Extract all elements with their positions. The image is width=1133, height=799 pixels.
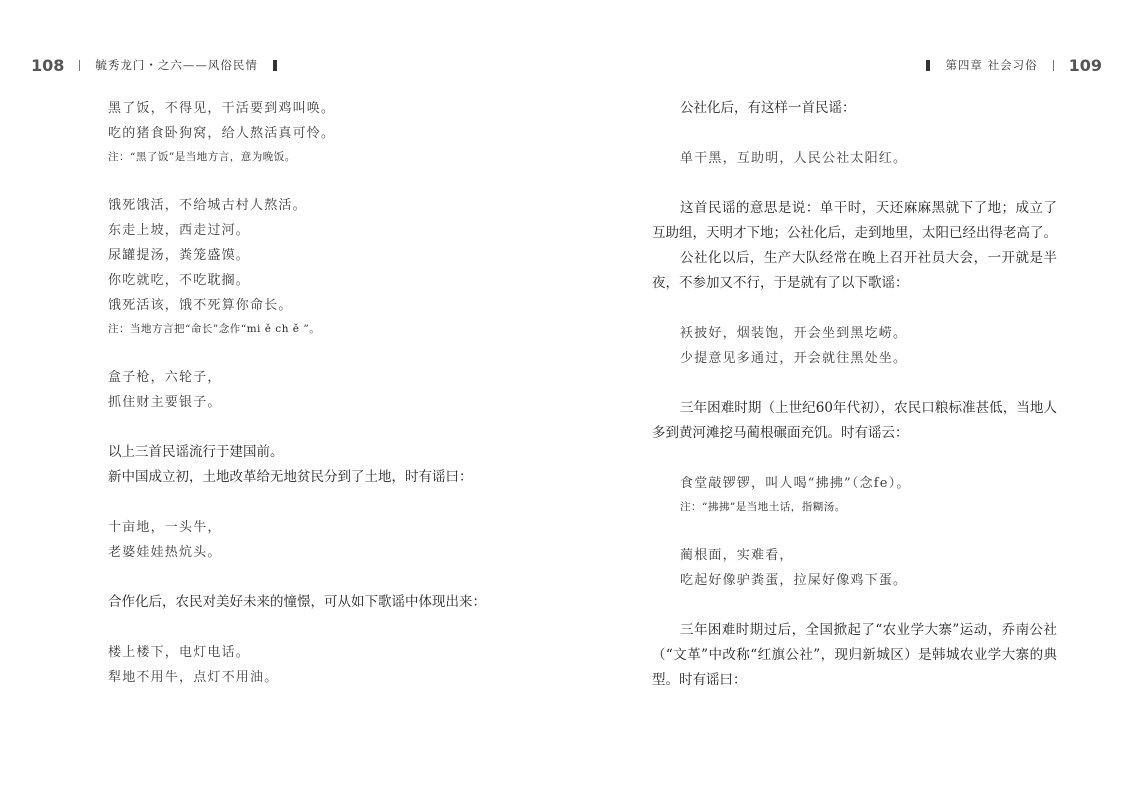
body-paragraph: 公社化以后，生产大队经常在晚上召开社员大会，一开就是半夜，不参加又不行，于是就有了以下歌谣： — [652, 250, 1057, 291]
spacer — [652, 518, 1057, 543]
folk-rhyme — [652, 146, 1057, 171]
chapter-title: 第四章 社会习俗 — [945, 58, 1038, 72]
body-paragraph: 以上三首民谣流行于建国前。 — [108, 444, 284, 460]
folk-rhyme — [652, 543, 1057, 593]
folk-rhyme — [652, 321, 1057, 371]
spacer — [80, 615, 492, 640]
folk-rhyme — [80, 365, 492, 415]
spacer — [80, 168, 492, 193]
folk-rhyme — [80, 96, 492, 146]
verse-line: 饿死饿活，不给城古村人熬活。 — [108, 198, 307, 213]
body-paragraph: 这首民谣的意思是说：单干时，天还麻麻黑就下了地；成立了互助组，天明才下地；公社化后，走到地里，太阳已经出得老高了。 — [652, 200, 1057, 241]
left-running-header — [31, 52, 277, 78]
annotation-note: 注：“拂拂”是当地土话，指糊汤。 — [680, 501, 846, 513]
verse-line: 吃的猪食卧狗窝，给人熬活真可怜。 — [108, 126, 336, 141]
verse-line: 少提意见多通过，开会就往黑处坐。 — [680, 351, 908, 366]
right-page-number: 109 — [1068, 55, 1102, 75]
right-page-body — [652, 96, 1057, 693]
header-separator — [79, 60, 80, 71]
verse-line: 你吃就吃，不吃耽搁。 — [108, 273, 251, 288]
left-page-body — [80, 96, 492, 690]
left-page-number: 108 — [31, 55, 65, 75]
body-paragraph: 公社化后，有这样一首民谣： — [680, 100, 856, 116]
spacer — [80, 565, 492, 590]
annotation-note: 注：“黑了饭”是当地方言，意为晚饭。 — [108, 151, 296, 163]
spacer — [80, 490, 492, 515]
right-running-header — [926, 52, 1102, 78]
verse-line: 十亩地，一头牛， — [108, 520, 222, 535]
spacer — [652, 371, 1057, 396]
verse-line: 吃起好像驴粪蛋，拉屎好像鸡下蛋。 — [680, 573, 908, 588]
verse-line: 盒子枪，六轮子， — [108, 370, 222, 385]
verse-line: 抓住财主要银子。 — [108, 395, 222, 410]
header-bar-mark — [273, 60, 277, 71]
folk-rhyme — [80, 515, 492, 565]
header-separator — [1053, 60, 1054, 71]
verse-line: 尿罐提汤，粪笼盛馍。 — [108, 248, 251, 263]
spacer — [80, 415, 492, 440]
verse-line: 老婆娃娃热炕头。 — [108, 545, 222, 560]
verse-line: 单干黑，互助明，人民公社太阳红。 — [680, 151, 908, 166]
book-title: 毓秀龙门・之六——风俗民情 — [95, 58, 258, 72]
spacer — [652, 171, 1057, 196]
verse-line: 黑了饭，不得见，干活要到鸡叫唤。 — [108, 101, 336, 116]
annotation-note: 注：当地方言把“命长”念作“mi ě ch ě ”。 — [108, 323, 321, 335]
spacer — [652, 121, 1057, 146]
spacer — [652, 296, 1057, 321]
folk-rhyme — [80, 193, 492, 318]
verse-line: 蔺根面，实难看， — [680, 548, 794, 563]
body-paragraph: 三年困难时期（上世纪60年代初），农民口粮标准甚低，当地人多到黄河滩挖马蔺根碾面充饥。时有谣云： — [652, 400, 1057, 441]
spacer — [652, 446, 1057, 471]
verse-line: 东走上坡，西走过河。 — [108, 223, 251, 238]
folk-rhyme — [652, 471, 1057, 496]
body-paragraph: 新中国成立初，土地改革给无地贫民分到了土地，时有谣曰： — [108, 469, 473, 485]
body-paragraph: 三年困难时期过后，全国掀起了“农业学大寨”运动，乔南公社（“文革”中改称“红旗公社”，现归新城区）是韩城农业学大寨的典型。时有谣曰： — [652, 622, 1057, 688]
header-bar-mark — [926, 60, 930, 71]
verse-line: 食堂敲锣锣，叫人喝“拂拂”（念fe）。 — [680, 476, 911, 491]
verse-line: 饿死活该，饿不死算你命长。 — [108, 298, 293, 313]
body-paragraph: 合作化后，农民对美好未来的憧憬，可从如下歌谣中体现出来： — [108, 594, 486, 610]
spacer — [652, 593, 1057, 618]
spacer — [80, 340, 492, 365]
verse-line: 楼上楼下，电灯电话。 — [108, 645, 251, 660]
verse-line: 犁地不用牛，点灯不用油。 — [108, 670, 279, 685]
verse-line: 袄披好，烟装饱，开会坐到黑圪崂。 — [680, 326, 908, 341]
folk-rhyme — [80, 640, 492, 690]
